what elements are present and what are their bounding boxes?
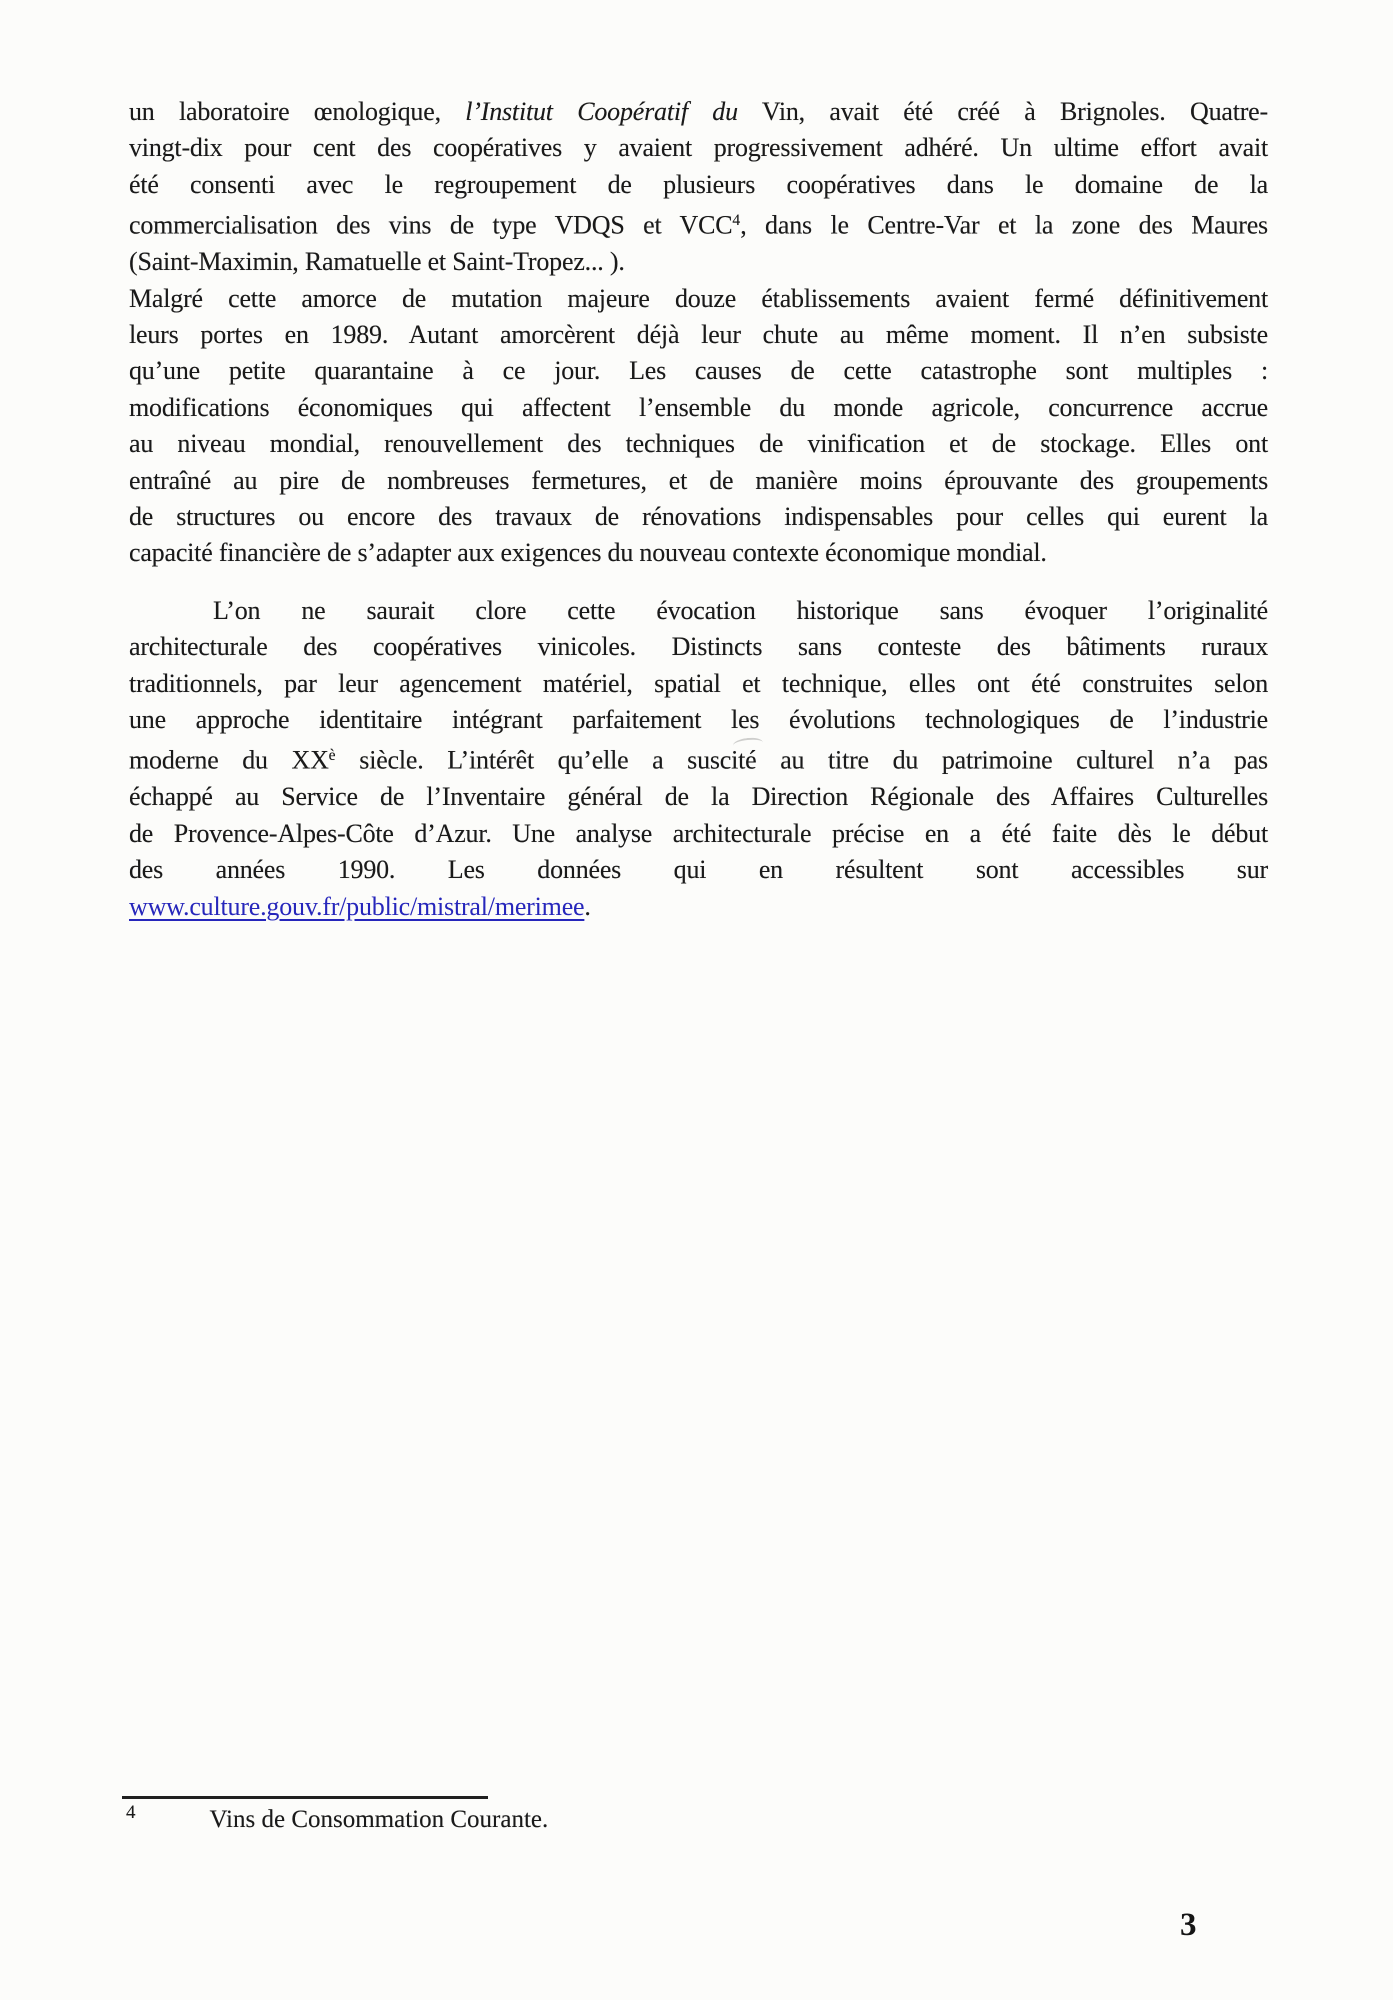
text-segment: Malgré cette amorce de mutation majeure douze établissements avaient fermé définitivement (129, 283, 1268, 313)
text-line (129, 535, 1268, 571)
text-line (129, 499, 1268, 535)
text-segment: , dans le Centre-Var et la zone des Maures (740, 210, 1268, 240)
paragraph-2 (129, 593, 1268, 925)
text-segment: de structures ou encore des travaux de rénovations indispensables pour celles qui eurent la (129, 502, 1268, 532)
document-body (129, 94, 1268, 925)
footnote-separator-line (122, 1796, 488, 1799)
text-line (129, 130, 1268, 166)
text-segment: entraîné au pire de nombreuses fermetures, et de manière moins éprouvante des groupements (129, 465, 1268, 495)
merimee-url-link[interactable]: www.culture.gouv.fr/public/mistral/merimee (129, 891, 585, 921)
footnote-marker: 4 (126, 1802, 136, 1823)
paragraph-1 (129, 94, 1268, 572)
text-line (129, 738, 1268, 779)
text-segment: . (584, 891, 591, 921)
text-line (129, 353, 1268, 389)
page-number: 3 (1180, 1907, 1197, 1943)
text-segment: l’Institut Coopératif du (465, 97, 738, 126)
text-line (129, 281, 1268, 317)
text-line (129, 203, 1268, 244)
text-segment: traditionnels, par leur agencement matériel, spatial et technique, elles ont été construites selon (129, 668, 1268, 698)
text-line (129, 666, 1268, 702)
text-line (129, 629, 1268, 665)
text-segment: des années 1990. Les données qui en résultent sont accessibles sur (129, 855, 1268, 885)
superscript-text: 4 (732, 212, 741, 230)
superscript-text: è (328, 747, 336, 765)
text-segment: échappé au Service de l’Inventaire général de la Direction Régionale des Affaires Culturelles (129, 782, 1268, 812)
text-line (129, 816, 1268, 852)
text-line (129, 779, 1268, 815)
text-line (129, 390, 1268, 426)
text-line (129, 167, 1268, 203)
text-line (129, 702, 1268, 738)
text-segment: qu’une petite quarantaine à ce jour. Les causes de cette catastrophe sont multiples : (129, 356, 1268, 386)
text-segment: capacité financière de s’adapter aux exigences du nouveau contexte économique mondial. (129, 538, 1047, 568)
text-segment: siècle. L’intérêt qu’elle a suscité au titre du patrimoine culturel n’a pas (335, 746, 1268, 776)
text-segment: (Saint-Maximin, Ramatuelle et Saint-Tropez... ). (129, 247, 625, 277)
text-segment: une approche identitaire intégrant parfaitement les évolutions technologiques de l’industrie (129, 705, 1268, 735)
footnote (126, 1802, 548, 1834)
text-segment: architecturale des coopératives vinicoles. Distincts sans conteste des bâtiments ruraux (129, 632, 1268, 662)
footnote-text: Vins de Consommation Courante. (209, 1806, 549, 1833)
text-segment: L’on ne saurait clore cette évocation historique sans évoquer l’originalité (213, 595, 1268, 625)
text-line (129, 852, 1268, 888)
text-segment: modifications économiques qui affectent l’ensemble du monde agricole, concurrence accrue (129, 392, 1268, 422)
text-segment: été consenti avec le regroupement de plusieurs coopératives dans le domaine de la (129, 169, 1268, 199)
text-segment: leurs portes en 1989. Autant amorcèrent déjà leur chute au même moment. Il n’en subsiste (129, 320, 1268, 350)
text-segment: Vin, avait été créé à Brignoles. Quatre- (737, 97, 1268, 126)
text-line (129, 889, 1268, 925)
text-segment: au niveau mondial, renouvellement des techniques de vinification et de stockage. Elles ont (129, 429, 1268, 459)
text-segment: commercialisation des vins de type VDQS et VCC (129, 210, 733, 240)
text-segment: vingt-dix pour cent des coopératives y avaient progressivement adhéré. Un ultime effort avait (129, 133, 1268, 163)
text-line (129, 593, 1268, 629)
text-line (129, 317, 1268, 353)
text-segment: un laboratoire œnologique, (129, 97, 466, 126)
text-line (129, 463, 1268, 499)
text-line (129, 244, 1268, 280)
text-segment: moderne du XX (129, 746, 329, 776)
text-line (129, 426, 1268, 462)
text-segment: de Provence-Alpes-Côte d’Azur. Une analyse architecturale précise en a été faite dès le début (129, 818, 1268, 848)
text-line (129, 94, 1268, 130)
